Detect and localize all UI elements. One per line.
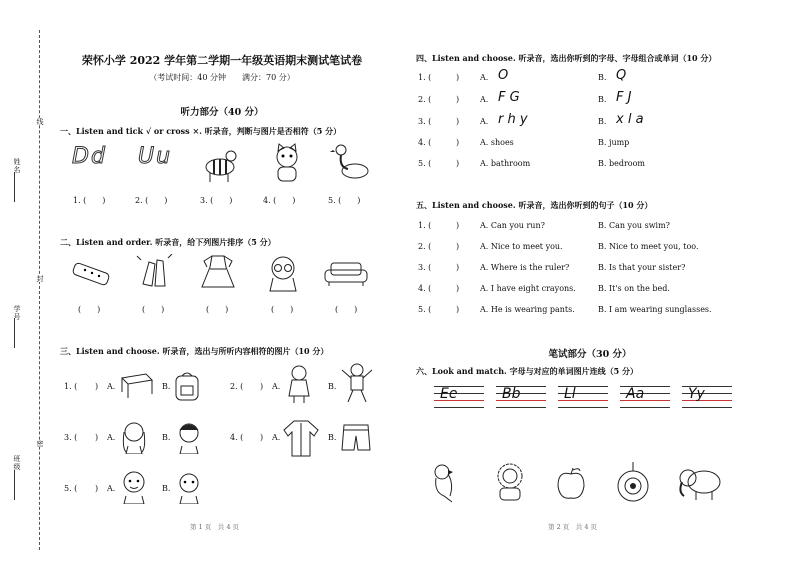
short-hair-boy-icon: [174, 420, 204, 454]
option-b[interactable]: B. Is that your sister?: [598, 263, 686, 272]
option-a[interactable]: A. I have eight crayons.: [480, 284, 576, 293]
option-b[interactable]: B. jump: [598, 138, 630, 147]
boy-face-icon: [174, 470, 204, 504]
option-b[interactable]: B.: [162, 484, 171, 493]
answer-close[interactable]: ): [456, 263, 460, 272]
match-letter[interactable]: Ee: [440, 386, 458, 402]
option-a[interactable]: A.: [272, 433, 281, 442]
elephant-icon[interactable]: [676, 462, 726, 502]
letter-outline: Dd: [72, 144, 107, 169]
option-b-text: F J: [616, 90, 632, 105]
section4-list: [418, 70, 778, 180]
seal-mark: 密: [36, 440, 44, 447]
apple-icon[interactable]: [554, 466, 588, 502]
question-number: 4. (: [418, 138, 432, 147]
answer-close[interactable]: ): [456, 73, 460, 82]
question-number: 1. (: [418, 73, 432, 82]
lion-icon[interactable]: [490, 462, 530, 504]
answer-close[interactable]: ): [95, 433, 99, 442]
question-number: 2. (: [418, 95, 432, 104]
option-a-text: O: [498, 68, 509, 83]
question-number: 3. (: [418, 117, 432, 126]
answer-close[interactable]: ): [456, 305, 460, 314]
option-a[interactable]: A. Can you run?: [480, 221, 545, 230]
option-a[interactable]: A. Where is the ruler?: [480, 263, 570, 272]
listening-heading: 听力部分（40 分）: [180, 107, 264, 118]
girl-face-icon: [118, 468, 150, 504]
name-blank[interactable]: [14, 172, 15, 202]
question-number: 2. (: [418, 242, 432, 251]
answer-close[interactable]: ): [260, 433, 264, 442]
pencil-case-icon: [70, 258, 112, 288]
student-number-label: 学号: [13, 305, 21, 321]
answer-close[interactable]: ): [456, 117, 460, 126]
question-number: 3. (: [418, 263, 432, 272]
class-label: 班级: [13, 455, 21, 471]
binding-line: [39, 30, 40, 550]
option-b[interactable]: B. Nice to meet you, too.: [598, 242, 699, 251]
four-line-grid: [558, 386, 608, 408]
answer-close[interactable]: ): [456, 159, 460, 168]
option-a[interactable]: A. shoes: [480, 138, 514, 147]
answer-blank[interactable]: ( ): [142, 305, 165, 314]
answer-blank[interactable]: ( ): [206, 305, 229, 314]
option-b[interactable]: B. Can you swim?: [598, 221, 670, 230]
option-b[interactable]: B.: [328, 433, 337, 442]
option-b[interactable]: B.: [598, 73, 607, 82]
option-b[interactable]: B.: [598, 95, 607, 104]
answer-blank[interactable]: 3. ( ): [200, 196, 233, 205]
section3-title: 三、Listen and choose. 听录音，选出与所听内容相符的图片（10 分）: [60, 346, 329, 356]
option-a[interactable]: A. He is wearing pants.: [480, 305, 575, 314]
option-a[interactable]: A.: [107, 382, 116, 391]
match-letter[interactable]: Yy: [688, 386, 705, 402]
answer-blank[interactable]: ( ): [335, 305, 358, 314]
answer-close[interactable]: ): [95, 484, 99, 493]
answer-blank[interactable]: ( ): [78, 305, 101, 314]
shorts-icon: [340, 422, 372, 454]
section5-list: [418, 218, 778, 328]
question-number: 5. (: [418, 159, 432, 168]
clapping-hands-icon: [135, 254, 175, 290]
sofa-icon: [323, 260, 369, 288]
zebra-icon: [198, 145, 240, 183]
exam-subtitle: （考试时间：40 分钟 满分：70 分）: [149, 73, 295, 82]
option-a[interactable]: A.: [480, 117, 489, 126]
answer-blank[interactable]: 2. ( ): [135, 196, 168, 205]
answer-close[interactable]: ): [456, 221, 460, 230]
option-a[interactable]: A.: [480, 95, 489, 104]
option-a[interactable]: A.: [107, 484, 116, 493]
question-number: 4. (: [230, 433, 244, 442]
option-b-text: x l a: [616, 112, 644, 127]
answer-close[interactable]: ): [456, 138, 460, 147]
page-footer-right: 第 2 页 共 4 页: [548, 523, 598, 531]
question-number: 1. (: [418, 221, 432, 230]
question-number: 3. (: [64, 433, 78, 442]
option-a-text: F G: [498, 90, 520, 105]
option-b[interactable]: B. bedroom: [598, 159, 645, 168]
option-b[interactable]: B. It's on the bed.: [598, 284, 670, 293]
parrot-icon[interactable]: [428, 462, 466, 504]
goose-icon: [330, 143, 370, 183]
seal-mark: 线: [36, 118, 44, 125]
option-a[interactable]: A. Nice to meet you.: [480, 242, 563, 251]
name-label: 姓名: [13, 158, 21, 174]
dress-icon: [198, 253, 238, 291]
letter-outline: Uu: [138, 144, 173, 169]
boy-jumping-icon: [340, 362, 374, 406]
class-blank[interactable]: [14, 470, 15, 500]
section1-title: 一、Listen and tick √ or cross ×. 听录音，判断与图片是否相符（5 分）: [60, 126, 342, 136]
girl-with-bag-icon: [283, 364, 317, 404]
answer-close[interactable]: ): [456, 242, 460, 251]
number-blank[interactable]: [14, 318, 15, 348]
option-a[interactable]: A. bathroom: [480, 159, 531, 168]
page-footer-left: 第 1 页 共 4 页: [190, 523, 240, 531]
question-number: 5. (: [418, 305, 432, 314]
option-a-text: r h y: [498, 112, 528, 127]
section6-title: 六、Look and match. 字母与对应的单词图片连线（5 分）: [416, 366, 638, 376]
writing-heading: 笔试部分（30 分）: [548, 349, 632, 360]
question-number: 5. (: [64, 484, 78, 493]
binding-strip: [0, 0, 48, 561]
desk-icon: [118, 370, 154, 400]
option-b[interactable]: B.: [162, 382, 171, 391]
four-line-grid: [496, 386, 546, 408]
option-a[interactable]: A.: [272, 382, 281, 391]
match-letter[interactable]: Ll: [564, 386, 576, 402]
match-letter[interactable]: Bb: [502, 386, 521, 402]
exam-title: 荣怀小学 2022 学年第二学期一年级英语期末测试笔试卷: [81, 54, 363, 67]
cat-icon: [268, 143, 306, 183]
glasses-girl-icon: [264, 254, 302, 292]
section4-title: 四、Listen and choose. 听录音，选出你听到的字母、字母组合或单词（10 分）: [416, 53, 717, 63]
answer-close[interactable]: ): [456, 284, 460, 293]
answer-blank[interactable]: 4. ( ): [263, 196, 296, 205]
schoolbag-icon: [172, 370, 202, 402]
seal-mark: 封: [36, 275, 44, 282]
question-number: 1. (: [64, 382, 78, 391]
question-number: 2. (: [230, 382, 244, 391]
option-b[interactable]: B. I am wearing sunglasses.: [598, 305, 712, 314]
answer-close[interactable]: ): [456, 95, 460, 104]
four-line-grid: [434, 386, 484, 408]
yo-yo-icon[interactable]: [614, 462, 652, 504]
option-b[interactable]: B.: [162, 433, 171, 442]
jacket-icon: [282, 418, 320, 458]
option-a[interactable]: A.: [480, 73, 489, 82]
question-number: 4. (: [418, 284, 432, 293]
answer-blank[interactable]: 1. ( ): [73, 196, 106, 205]
match-letter[interactable]: Aa: [626, 386, 645, 402]
option-b-text: Q: [616, 68, 627, 83]
long-hair-girl-icon: [118, 418, 150, 454]
four-line-grid: [682, 386, 732, 408]
section2-title: 二、Listen and order. 听录音，给下列图片排序（5 分）: [60, 237, 276, 247]
four-line-grid: [620, 386, 670, 408]
answer-close[interactable]: ): [95, 382, 99, 391]
option-a[interactable]: A.: [107, 433, 116, 442]
answer-blank[interactable]: ( ): [271, 305, 294, 314]
option-b[interactable]: B.: [598, 117, 607, 126]
answer-close[interactable]: ): [260, 382, 264, 391]
section5-title: 五、Listen and choose. 听录音，选出你听到的句子（10 分）: [416, 200, 653, 210]
answer-blank[interactable]: 5. ( ): [328, 196, 361, 205]
option-b[interactable]: B.: [328, 382, 337, 391]
